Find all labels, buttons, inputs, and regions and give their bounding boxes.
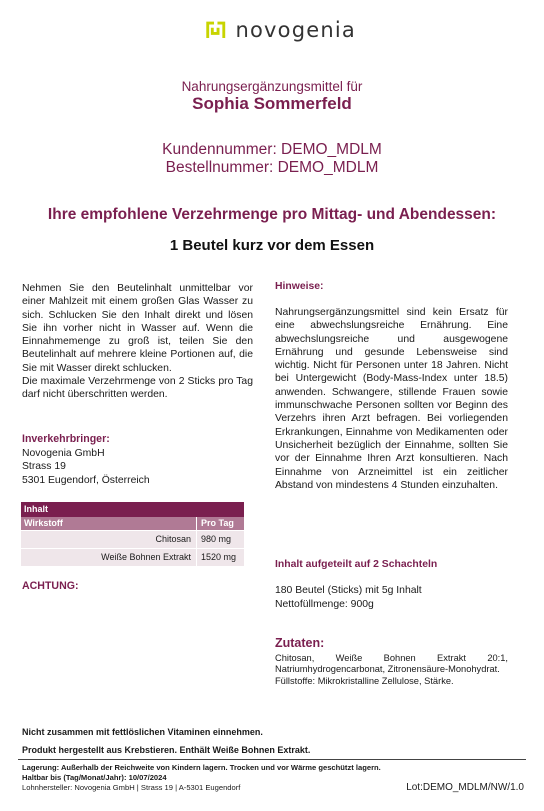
- manufacturer-info: Lohnhersteller: Novogenia GmbH | Strass 19 | A-5301 Eugendorf: [22, 783, 241, 792]
- dosage-amount: 1 Beutel kurz vor dem Essen: [169, 237, 375, 254]
- column-header-substance: Wirkstoff: [24, 518, 63, 528]
- vendor-street: Strass 19: [22, 461, 66, 472]
- substance-cell: Chitosan: [155, 534, 191, 544]
- vendor-company: Novogenia GmbH: [22, 447, 105, 459]
- notice-heading: Hinweise:: [275, 281, 324, 292]
- instructions: [22, 282, 253, 402]
- table-row: [21, 530, 244, 548]
- brand-name: novogenia: [235, 18, 356, 42]
- ingredients-fillers: Füllstoffe: Mikrokristalline Zellulose, Stärke.: [275, 675, 454, 686]
- vendor-city: 5301 Eugendorf, Österreich: [22, 474, 150, 486]
- footer-storage: [22, 763, 381, 783]
- table-row: [21, 548, 244, 566]
- dosage-title: Ihre empfohlene Verzehrmenge pro Mittag- und Abendessen:: [47, 206, 497, 223]
- contents-table-header: [21, 517, 244, 530]
- label-subtitle: Nahrungsergänzungsmittel für: [181, 79, 363, 94]
- ingredients: [275, 653, 508, 687]
- footer-warning-vitamins: Nicht zusammen mit fettlöslichen Vitaminen einnehmen.: [22, 727, 263, 737]
- packaging-count: 180 Beutel (Sticks) mit 5g Inhalt: [275, 585, 422, 596]
- packaging-net: Nettofüllmenge: 900g: [275, 598, 374, 610]
- footer-divider: [18, 759, 526, 760]
- customer-number: Kundennummer: DEMO_MDLM: [162, 141, 382, 158]
- amount-cell: 1520 mg: [196, 549, 244, 566]
- packaging-info: [275, 584, 508, 611]
- instructions-main: Nehmen Sie den Beutelinhalt unmittelbar vor einer Mahlzeit mit einem großen Glas Wasser zu sich. Schlucken Sie den Inhalt direkt und lösen Sie ihn vorher nicht in Wasser auf. Wenn die Einnahmemenge zu groß ist, teilen Sie den Beutelinhalt auf mehrere kleine Portionen auf, die Sie mit Wasser direkt schlucken.: [22, 283, 253, 374]
- column-header-per-day: Pro Tag: [196, 517, 244, 530]
- brand-logo: [206, 14, 356, 46]
- n-bracket-logo-icon: [206, 14, 226, 46]
- substance-cell: Weiße Bohnen Extrakt: [101, 552, 191, 562]
- customer-ids: [0, 141, 544, 177]
- best-before: Haltbar bis (Tag/Monat/Jahr): 10/07/2024: [22, 773, 167, 782]
- vendor-heading: Inverkehrbringer:: [22, 433, 110, 445]
- footer-allergen-info: Produkt hergestellt aus Krebstieren. Enthält Weiße Bohnen Extrakt.: [22, 745, 311, 755]
- order-number: Bestellnummer: DEMO_MDLM: [165, 159, 379, 176]
- ingredients-heading: Zutaten:: [275, 636, 325, 650]
- contents-table-title: Inhalt: [21, 502, 244, 517]
- instructions-max: Die maximale Verzehrmenge von 2 Sticks pro Tag darf nicht überschritten werden.: [22, 376, 253, 401]
- vendor-block: [22, 433, 253, 487]
- customer-name: Sophia Sommerfeld: [192, 94, 352, 113]
- warning-heading: ACHTUNG:: [22, 580, 79, 592]
- contents-table: [21, 502, 244, 566]
- amount-cell: 980 mg: [196, 531, 244, 548]
- ingredients-list: Chitosan, Weiße Bohnen Extrakt 20:1, Natriumhydrogencarbonat, Zitronensäure-Monohydrat.: [275, 653, 508, 675]
- lot-number: Lot:DEMO_MDLM/NW/1.0: [406, 782, 524, 793]
- notice-text: Nahrungsergänzungsmittel sind kein Ersatz für eine abwechslungsreiche Ernährung. Eine abwechslungsreiche und ausgewogene Ernährung und gesunde Lebensweise sind wichtig. Nicht für Personen unter 18 Jahren. Nicht bei Untergewicht (Body-Mass-Index unter 18.5) anwenden. Schwangere, stillende Frauen sowie immunschwache Personen sollten vor Beginn des Verzehrs ihren Arzt befragen. Bei vorliegenden Erkrankungen, Einnahme von Medikamenten oder Unsicherheit bezüglich der Einnahme, sollten Sie vor der Einnahme Ihren Arzt konsultieren. Nach Einnahme von Arzneimittel ist ein zeitlicher Abstand von mindestens 4 Stunden einzuhalten.: [275, 307, 508, 491]
- storage-info: Lagerung: Außerhalb der Reichweite von Kindern lagern. Trocken und vor Wärme geschützt lagern.: [22, 763, 381, 772]
- packaging-heading: Inhalt aufgeteilt auf 2 Schachteln: [275, 559, 438, 570]
